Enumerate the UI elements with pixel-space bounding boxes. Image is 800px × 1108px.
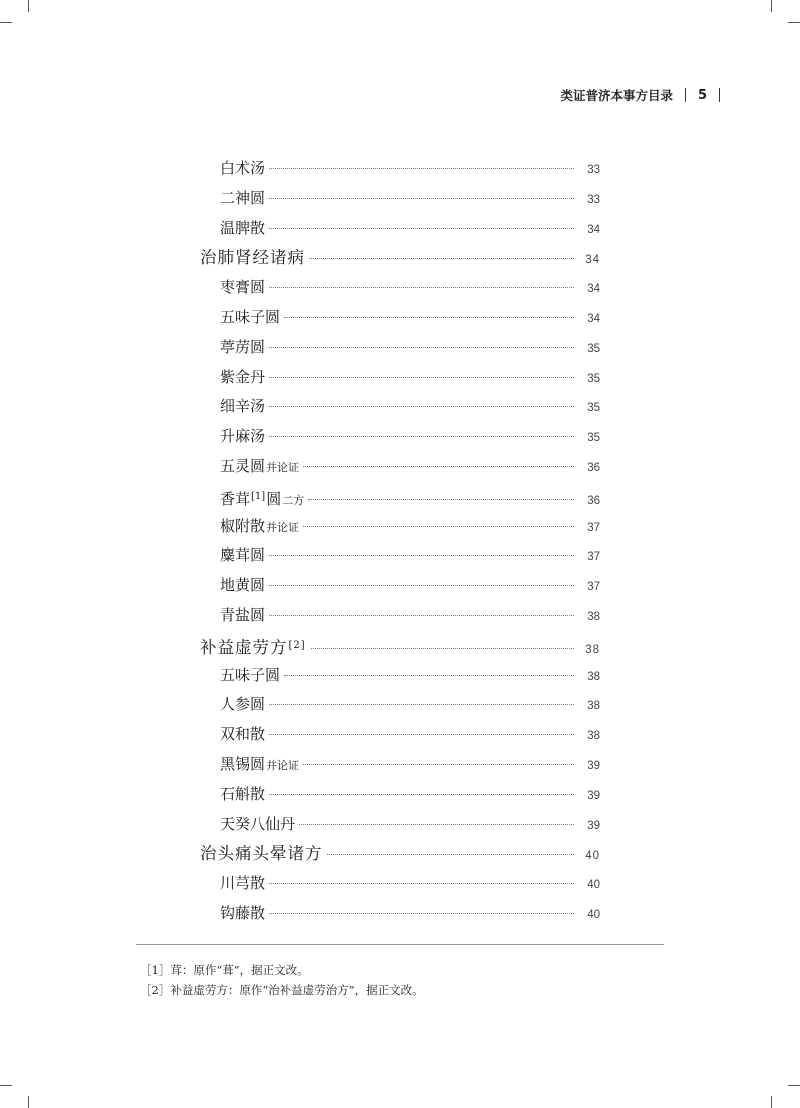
dot-leader [284,675,574,676]
toc-entry[interactable] [200,571,600,601]
crop-mark [0,22,12,23]
toc-entry-title-text: 五灵圆 [220,456,266,475]
toc-entry-title-text: 双和散 [220,725,266,744]
crop-mark [28,0,29,12]
toc-page-number: 35 [587,402,600,415]
dot-leader [269,436,574,437]
toc-entry-title [220,333,265,363]
toc-entry-title-text: 温脾散 [220,218,266,237]
toc-entry[interactable] [200,512,600,542]
dot-leader [269,347,574,348]
dot-leader [308,499,574,500]
toc-entry-title-text: 椒附散 [220,516,266,535]
footnote-rule [136,944,664,945]
toc-page-number: 39 [587,819,600,832]
toc-entry-title-text: 补益虚劳方 [200,637,288,657]
toc-entry-title [220,422,265,452]
toc-entry-title [220,899,265,929]
toc-entry-title [220,750,299,781]
toc-entry[interactable] [200,422,600,452]
toc-entry-title-text: 枣膏圆 [220,278,266,297]
toc-entry-title [220,661,280,691]
running-header [560,86,732,104]
toc-entry[interactable] [200,541,600,571]
footnote-ref[interactable]: [2] [288,639,306,651]
toc-entry[interactable] [200,690,600,720]
toc-entry-note: 二方 [282,493,305,507]
toc-page-number: 38 [585,643,600,656]
toc-page-number: 39 [587,789,600,802]
table-of-contents [200,154,600,929]
toc-page-number: 37 [587,551,600,564]
dot-leader [284,317,574,318]
toc-entry-title-tail: 圆 [266,489,282,508]
dot-leader [269,287,574,288]
toc-page-number: 34 [587,312,600,325]
toc-entry-title-text: 细辛汤 [220,397,266,416]
toc-page-number: 35 [587,342,600,355]
toc-page-number: 33 [587,193,600,206]
toc-entry-title-text: 川芎散 [220,874,266,893]
toc-page-number: 38 [587,730,600,743]
crop-mark [0,1085,12,1086]
toc-entry[interactable] [200,214,600,244]
toc-page-number: 34 [585,254,600,267]
toc-page-number: 38 [587,670,600,683]
toc-entry[interactable] [200,810,600,840]
header-divider [719,88,720,102]
toc-page-number: 38 [587,700,600,713]
toc-entry-title-text: 钩藤散 [220,903,266,922]
toc-entry-title [220,452,299,483]
toc-page-number: 38 [587,610,600,623]
toc-entry[interactable] [200,363,600,393]
toc-page-number: 40 [587,908,600,921]
toc-entry[interactable] [200,154,600,184]
toc-entry-title-text: 治肺肾经诸病 [200,248,305,268]
toc-section[interactable] [200,631,600,661]
footnote: ［1］茸：原作“葺”，据正文改。 [140,963,309,977]
dot-leader [327,854,575,855]
footnote-ref[interactable]: [1] [251,490,266,502]
toc-page-number: 40 [587,879,600,892]
toc-entry-title [220,214,265,244]
toc-page-number: 36 [587,461,600,474]
toc-entry-title [220,869,265,899]
toc-entry-title-text: 葶苈圆 [220,337,266,356]
toc-entry-note: 并论证 [266,460,300,474]
toc-entry-title [220,392,265,422]
toc-entry[interactable] [200,780,600,810]
toc-entry[interactable] [200,392,600,422]
crop-mark [28,1096,29,1108]
toc-entry-title-text: 黑锡圆 [220,754,266,773]
toc-entry-title-text: 人参圆 [220,695,266,714]
toc-entry-title [220,571,265,601]
dot-leader [303,526,574,527]
toc-entry-title-text: 地黄圆 [220,576,266,595]
toc-entry-title [220,541,265,571]
dot-leader [269,168,574,169]
dot-leader [303,466,574,467]
toc-entry-title-text: 升麻汤 [220,427,266,446]
running-header-title: 类证普济本事方目录 [560,88,673,103]
crop-mark [788,1085,800,1086]
toc-page-number: 39 [587,759,600,772]
dot-leader [311,648,574,649]
toc-entry-title [220,273,265,303]
toc-entry[interactable] [200,452,600,482]
toc-entry-title [220,601,265,631]
toc-page-number: 36 [587,494,600,507]
toc-page-number: 33 [587,164,600,176]
toc-entry-title [220,810,295,840]
dot-leader [309,258,574,259]
toc-entry-title [220,154,265,184]
toc-page-number: 34 [587,283,600,296]
toc-entry-title [220,720,265,750]
toc-entry[interactable] [200,333,600,363]
toc-entry-title [200,631,307,663]
toc-entry-title [220,482,304,516]
crop-mark [771,1096,772,1108]
toc-page-number: 35 [587,372,600,385]
dot-leader [269,377,574,378]
toc-page-number: 37 [587,581,600,594]
toc-entry[interactable] [200,899,600,929]
toc-entry-title-text: 天癸八仙丹 [220,814,296,833]
toc-entry-title-text: 青盐圆 [220,605,266,624]
toc-section[interactable] [200,839,600,869]
toc-page-number: 37 [587,521,600,534]
crop-mark [771,0,772,12]
toc-entry[interactable] [200,661,600,691]
dot-leader [269,734,574,735]
toc-entry[interactable] [200,184,600,214]
toc-entry[interactable] [200,601,600,631]
footnote: ［2］补益虚劳方：原作“治补益虚劳治方”，据正文改。 [140,983,424,997]
toc-entry[interactable] [200,303,600,333]
dot-leader [269,794,574,795]
toc-entry[interactable] [200,482,600,512]
dot-leader [269,555,574,556]
toc-page-number: 35 [587,432,600,445]
dot-leader [269,913,574,914]
toc-entry-title [220,303,280,333]
toc-entry[interactable] [200,750,600,780]
dot-leader [269,585,574,586]
toc-entry-title [220,690,265,720]
toc-entry-title-text: 麋茸圆 [220,546,266,565]
toc-entry-title [220,780,265,810]
toc-entry-title [220,184,265,214]
toc-entry-title-text: 白术汤 [220,159,266,177]
toc-page-number: 34 [587,223,600,236]
toc-entry-title-text: 香茸 [220,489,251,508]
toc-entry[interactable] [200,869,600,899]
dot-leader [269,406,574,407]
toc-entry-title-text: 石斛散 [220,784,266,803]
dot-leader [269,615,574,616]
header-divider [685,88,686,102]
toc-entry-title [200,839,323,869]
toc-page-number: 40 [585,850,600,863]
toc-entry-title [220,363,265,393]
toc-entry-title-text: 五味子圆 [220,665,281,684]
toc-entry-title-text: 治头痛头晕诸方 [200,844,323,864]
toc-entry-title [220,512,299,543]
dot-leader [303,764,574,765]
dot-leader [269,704,574,705]
page-number: 5 [697,87,707,103]
toc-entry-title-text: 紫金丹 [220,367,266,386]
toc-entry-title [200,243,305,273]
dot-leader [299,824,574,825]
dot-leader [269,198,574,199]
toc-entry-note: 并论证 [266,520,300,534]
dot-leader [269,228,574,229]
dot-leader [269,883,574,884]
toc-entry-title-text: 五味子圆 [220,307,281,326]
toc-entry-note: 并论证 [266,758,300,772]
toc-entry[interactable] [200,720,600,750]
footnotes [140,960,424,1000]
toc-section[interactable] [200,243,600,273]
crop-mark [788,22,800,23]
toc-entry-title-text: 二神圆 [220,188,266,207]
toc-entry[interactable] [200,273,600,303]
